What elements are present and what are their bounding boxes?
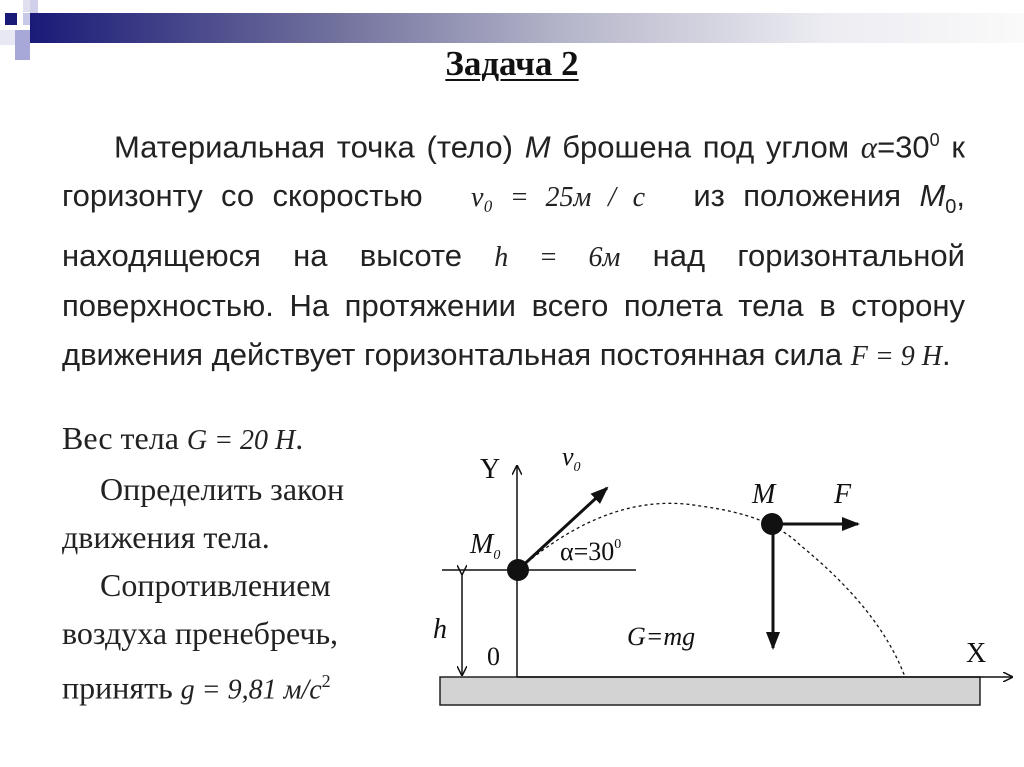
label-alpha: $\alpha=30^0$ [560, 537, 622, 566]
ground-surface [440, 677, 980, 705]
formula-g: g = 9,81 м/с [180, 674, 322, 706]
label-F: F [834, 479, 852, 510]
conditions-text: Вес тела G = 20 H. Определить закон движения тела. Сопротивлением воздуха пренебречь, принять g = 9,81 $м/с^2$ [62, 420, 345, 706]
label-G: G=mg [627, 622, 696, 651]
label-origin: 0 [487, 642, 500, 671]
label-M0: $M_0$ [470, 529, 501, 563]
formula-F: F = 9 H [850, 340, 942, 372]
trajectory-curve [518, 503, 905, 677]
slide-title: Задача 2 [445, 44, 579, 83]
problem-statement: Материальная точка (тело) M брошена под углом $\alpha=30^0$ к горизонту со скоростью v₀ = 25м / с из положения $M_0$, находящеюся на высоте h = 6м над горизонтальной поверхностью. На протяжении всего полета тела в сторону движения действует горизонтальная постоянная сила F = 9 H. [62, 129, 966, 372]
point-M0 [507, 559, 529, 581]
label-x-axis: X [966, 638, 987, 669]
point-M [761, 513, 783, 535]
formula-h: h = 6м [494, 241, 621, 273]
formula-G: G = 20 H [186, 425, 296, 456]
label-y-axis: Y [480, 454, 501, 485]
label-h: h [433, 614, 447, 645]
formula-v0: v₀ = 25м / с [471, 181, 646, 213]
label-v0: $v_0$ [562, 442, 581, 475]
label-M: M [752, 479, 776, 510]
